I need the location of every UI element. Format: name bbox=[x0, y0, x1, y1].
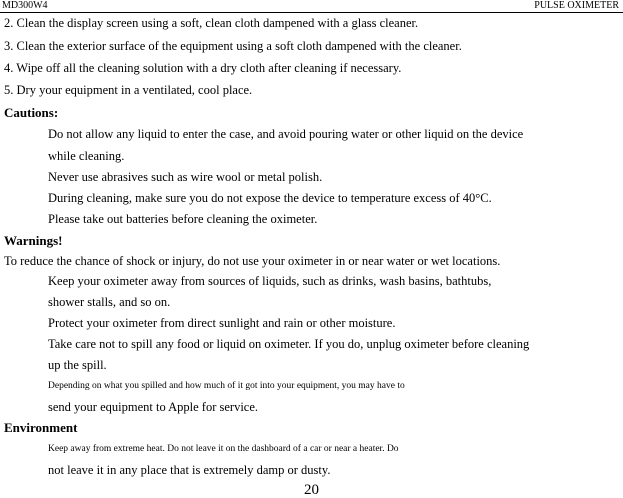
page-number: 20 bbox=[304, 482, 319, 498]
warning-line-1: Keep your oximeter away from sources of liquids, such as drinks, wash basins, bathtubs, bbox=[48, 274, 492, 288]
warning-line-4: Take care not to spill any food or liquid on oximeter. If you do, unplug oximeter before cleaning bbox=[48, 337, 530, 351]
step-4: 4. Wipe off all the cleaning solution with a dry cloth after cleaning if necessary. bbox=[4, 61, 402, 75]
page-header bbox=[0, 0, 623, 13]
caution-line-4: During cleaning, make sure you do not expose the device to temperature excess of 40°C. bbox=[48, 191, 492, 205]
warning-line-5: up the spill. bbox=[48, 358, 107, 372]
caution-line-2: while cleaning. bbox=[48, 149, 125, 163]
cautions-heading: Cautions: bbox=[4, 105, 59, 120]
step-2: 2. Clean the display screen using a soft, clean cloth dampened with a glass cleaner. bbox=[4, 16, 419, 30]
warning-line-7: send your equipment to Apple for service. bbox=[48, 400, 259, 414]
warnings-intro: To reduce the chance of shock or injury, do not use your oximeter in or near water or wet locations. bbox=[4, 254, 501, 268]
warnings-heading: Warnings! bbox=[4, 233, 63, 248]
caution-line-5: Please take out batteries before cleaning the oximeter. bbox=[48, 212, 318, 226]
step-5: 5. Dry your equipment in a ventilated, cool place. bbox=[4, 83, 253, 97]
warning-line-3: Protect your oximeter from direct sunlight and rain or other moisture. bbox=[48, 316, 396, 330]
warning-line-2: shower stalls, and so on. bbox=[48, 295, 171, 309]
environment-heading: Environment bbox=[4, 420, 78, 435]
caution-line-1: Do not allow any liquid to enter the case, and avoid pouring water or other liquid on the device bbox=[48, 127, 524, 141]
step-3: 3. Clean the exterior surface of the equipment using a soft cloth dampened with the cleaner. bbox=[4, 39, 462, 53]
warning-line-6: Depending on what you spilled and how much of it got into your equipment, you may have to bbox=[48, 381, 405, 391]
environment-line-1: Keep away from extreme heat. Do not leave it on the dashboard of a car or near a heater. Do bbox=[48, 444, 399, 454]
header-model: MD300W4 bbox=[2, 0, 48, 11]
header-product: PULSE OXIMETER bbox=[534, 0, 619, 11]
environment-line-2: not leave it in any place that is extremely damp or dusty. bbox=[48, 463, 331, 477]
caution-line-3: Never use abrasives such as wire wool or metal polish. bbox=[48, 170, 323, 184]
